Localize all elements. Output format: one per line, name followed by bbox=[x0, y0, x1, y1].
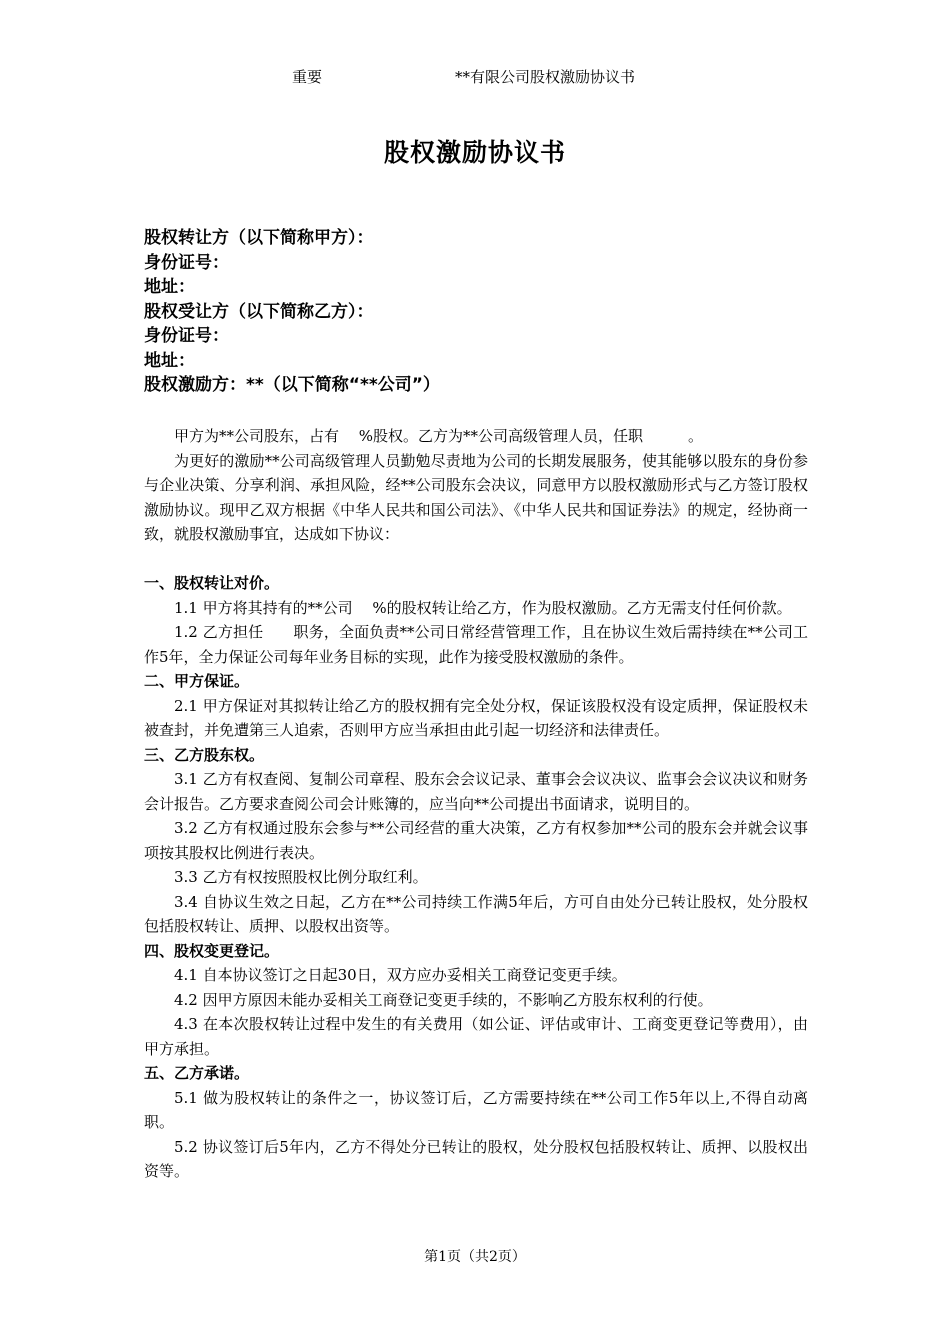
agreement-body bbox=[144, 424, 808, 1184]
clause-paragraph: 2.1 甲方保证对其拟转让给乙方的股权拥有完全处分权，保证该股权没有设定质押，保证股权未被查封，并免遭第三人追索，否则甲方应当承担由此引起一切经济和法律责任。 bbox=[144, 696, 808, 739]
parties-block bbox=[144, 226, 814, 398]
paragraph-spacer bbox=[144, 547, 808, 572]
header-document-name: **有限公司股权激励协议书 bbox=[455, 68, 636, 86]
transferor-line: 股权转让方（以下简称甲方）： bbox=[144, 228, 374, 248]
clause-paragraph: 4.3 在本次股权转让过程中发生的有关费用（如公证、评估或审计、工商变更登记等费用），由甲方承担。 bbox=[144, 1015, 808, 1058]
clause-paragraph: 3.4 自协议生效之日起，乙方在**公司持续工作满5年后，方可自由处分已转让股权，处分股权包括股权转让、质押、以股权出资等。 bbox=[144, 892, 808, 935]
page-number-footer: 第1页（共2页） bbox=[424, 1249, 526, 1265]
transferor-address-line: 地址： bbox=[144, 277, 195, 297]
section-heading: 四、股权变更登记。 bbox=[144, 941, 280, 960]
document-title: 股权激励协议书 bbox=[383, 138, 566, 167]
transferee-id-line: 身份证号： bbox=[144, 326, 229, 346]
transferee-address-line: 地址： bbox=[144, 350, 195, 371]
clause-paragraph: 5.2 协议签订后5年内，乙方不得处分已转让的股权，处分股权包括股权转让、质押、以股权出资等。 bbox=[144, 1137, 808, 1180]
intro-paragraph: 甲方为**公司股东，占有 %股权。乙方为**公司高级管理人员，任职 。 bbox=[174, 427, 704, 445]
section-heading: 二、甲方保证。 bbox=[144, 672, 250, 690]
clause-paragraph: 5.1 做为股权转让的条件之一，协议签订后，乙方需要持续在**公司工作5年以上,不得自动离职。 bbox=[144, 1088, 808, 1131]
section-heading: 五、乙方承诺。 bbox=[144, 1064, 250, 1082]
section-heading: 三、乙方股东权。 bbox=[144, 745, 265, 764]
section-heading: 一、股权转让对价。 bbox=[144, 574, 280, 592]
clause-paragraph: 3.1 乙方有权查阅、复制公司章程、股东会会议记录、董事会会议决议、监事会会议决议和财务会计报告。乙方要求查阅公司会计账簿的，应当向**公司提出书面请求，说明目的。 bbox=[144, 770, 808, 813]
clause-paragraph: 3.2 乙方有权通过股东会参与**公司经营的重大决策，乙方有权参加**公司的股东会并就会议事项按其股权比例进行表决。 bbox=[144, 819, 808, 862]
clause-paragraph: 3.3 乙方有权按照股权比例分取红利。 bbox=[174, 868, 428, 886]
incentive-party-line: 股权激励方：**（以下简称“**公司”） bbox=[144, 375, 440, 395]
clause-paragraph: 4.2 因甲方原因未能办妥相关工商登记变更手续的，不影响乙方股东权利的行使。 bbox=[174, 990, 713, 1009]
clause-paragraph: 4.1 自本协议签订之日起30日，双方应办妥相关工商登记变更手续。 bbox=[174, 966, 627, 984]
clause-paragraph: 1.1 甲方将其持有的**公司 %的股权转让给乙方，作为股权激励。乙方无需支付任何价款。 bbox=[174, 598, 792, 617]
header-left-label: 重要 bbox=[292, 68, 323, 86]
clause-paragraph: 1.2 乙方担任 职务，全面负责**公司日常经营管理工作，且在协议生效后需持续在**公司工作5年，全力保证公司每年业务目标的实现，此作为接受股权激励的条件。 bbox=[144, 623, 808, 666]
transferor-id-line: 身份证号： bbox=[144, 252, 229, 273]
intro-paragraph: 为更好的激励**公司高级管理人员勤勉尽责地为公司的长期发展服务，使其能够以股东的身份参与企业决策、分享利润、承担风险，经**公司股东会决议，同意甲方以股权激励形式与乙方签订股权激励协议。现甲乙双方根据《中华人民共和国公司法》、《中华人民共和国证券法》的规定，经协商一致，就股权激励事宜，达成如下协议： bbox=[144, 451, 808, 543]
transferee-line: 股权受让方（以下简称乙方）： bbox=[144, 301, 374, 322]
